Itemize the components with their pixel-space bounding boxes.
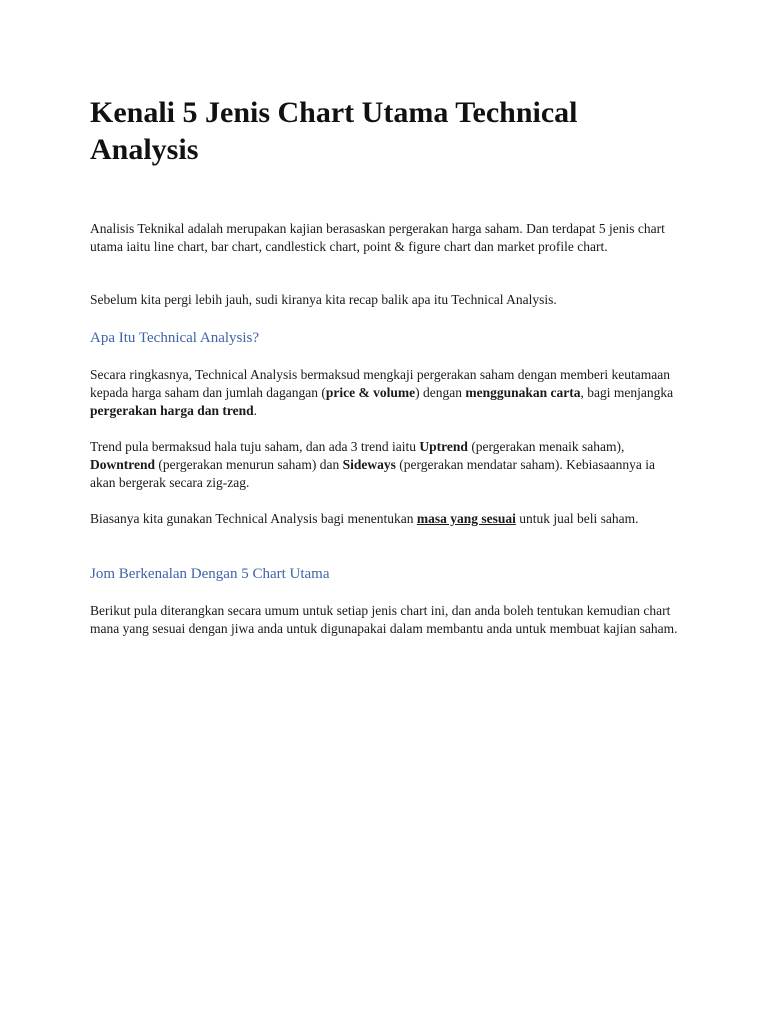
timing-text-2: untuk jual beli saham. (515, 511, 639, 526)
menggunakan-carta-bold: menggunakan carta (465, 385, 581, 400)
document-title: Kenali 5 Jenis Chart Utama Technical Analysis (90, 96, 578, 166)
definition-text-4: . (253, 403, 258, 418)
sideways-bold: Sideways (342, 457, 396, 472)
trend-text-3: (pergerakan menurun saham) dan (155, 457, 343, 472)
masa-sesuai-bold-underline: masa yang sesuai (416, 511, 516, 526)
section-heading-five-charts: Jom Berkenalan Dengan 5 Chart Utama (90, 566, 330, 582)
trend-text-1: Trend pula bermaksud hala tuju saham, dan ada 3 trend iaitu (90, 439, 420, 454)
downtrend-bold: Downtrend (90, 457, 156, 472)
section-heading-technical-analysis: Apa Itu Technical Analysis? (90, 330, 260, 346)
pergerakan-harga-bold: pergerakan harga dan trend (90, 403, 254, 418)
trend-text-4: (pergerakan mendatar saham). Kebiasaannya ia akan bergerak secara zig-zag. (90, 457, 655, 490)
uptrend-bold: Uptrend (419, 439, 468, 454)
price-volume-bold: price & volume (325, 385, 416, 400)
recap-paragraph: Sebelum kita pergi lebih jauh, sudi kiranya kita recap balik apa itu Technical Analysis. (90, 292, 557, 307)
trend-paragraph (90, 438, 680, 492)
intro-paragraph: Analisis Teknikal adalah merupakan kajian berasaskan pergerakan harga saham. Dan terdapat 5 jenis chart utama iaitu line chart, bar chart, candlestick chart, point & figure chart dan market profile chart. (90, 221, 665, 254)
closing-paragraph: Berikut pula diterangkan secara umum untuk setiap jenis chart ini, dan anda boleh tentukan kemudian chart mana yang sesuai dengan jiwa anda untuk digunapakai dalam membantu anda untuk membuat kajian saham. (90, 603, 678, 636)
definition-paragraph (90, 366, 680, 420)
definition-text-3: , bagi menjangka (580, 385, 674, 400)
definition-text-1: Secara ringkasnya, Technical Analysis bermaksud mengkaji pergerakan saham dengan memberi keutamaan kepada harga saham dan jumlah dagangan ( (90, 367, 670, 400)
timing-text-1: Biasanya kita gunakan Technical Analysis bagi menentukan (90, 511, 417, 526)
definition-text-2: ) dengan (415, 385, 466, 400)
timing-paragraph (90, 510, 680, 528)
trend-text-2: (pergerakan menaik saham), (467, 439, 625, 454)
